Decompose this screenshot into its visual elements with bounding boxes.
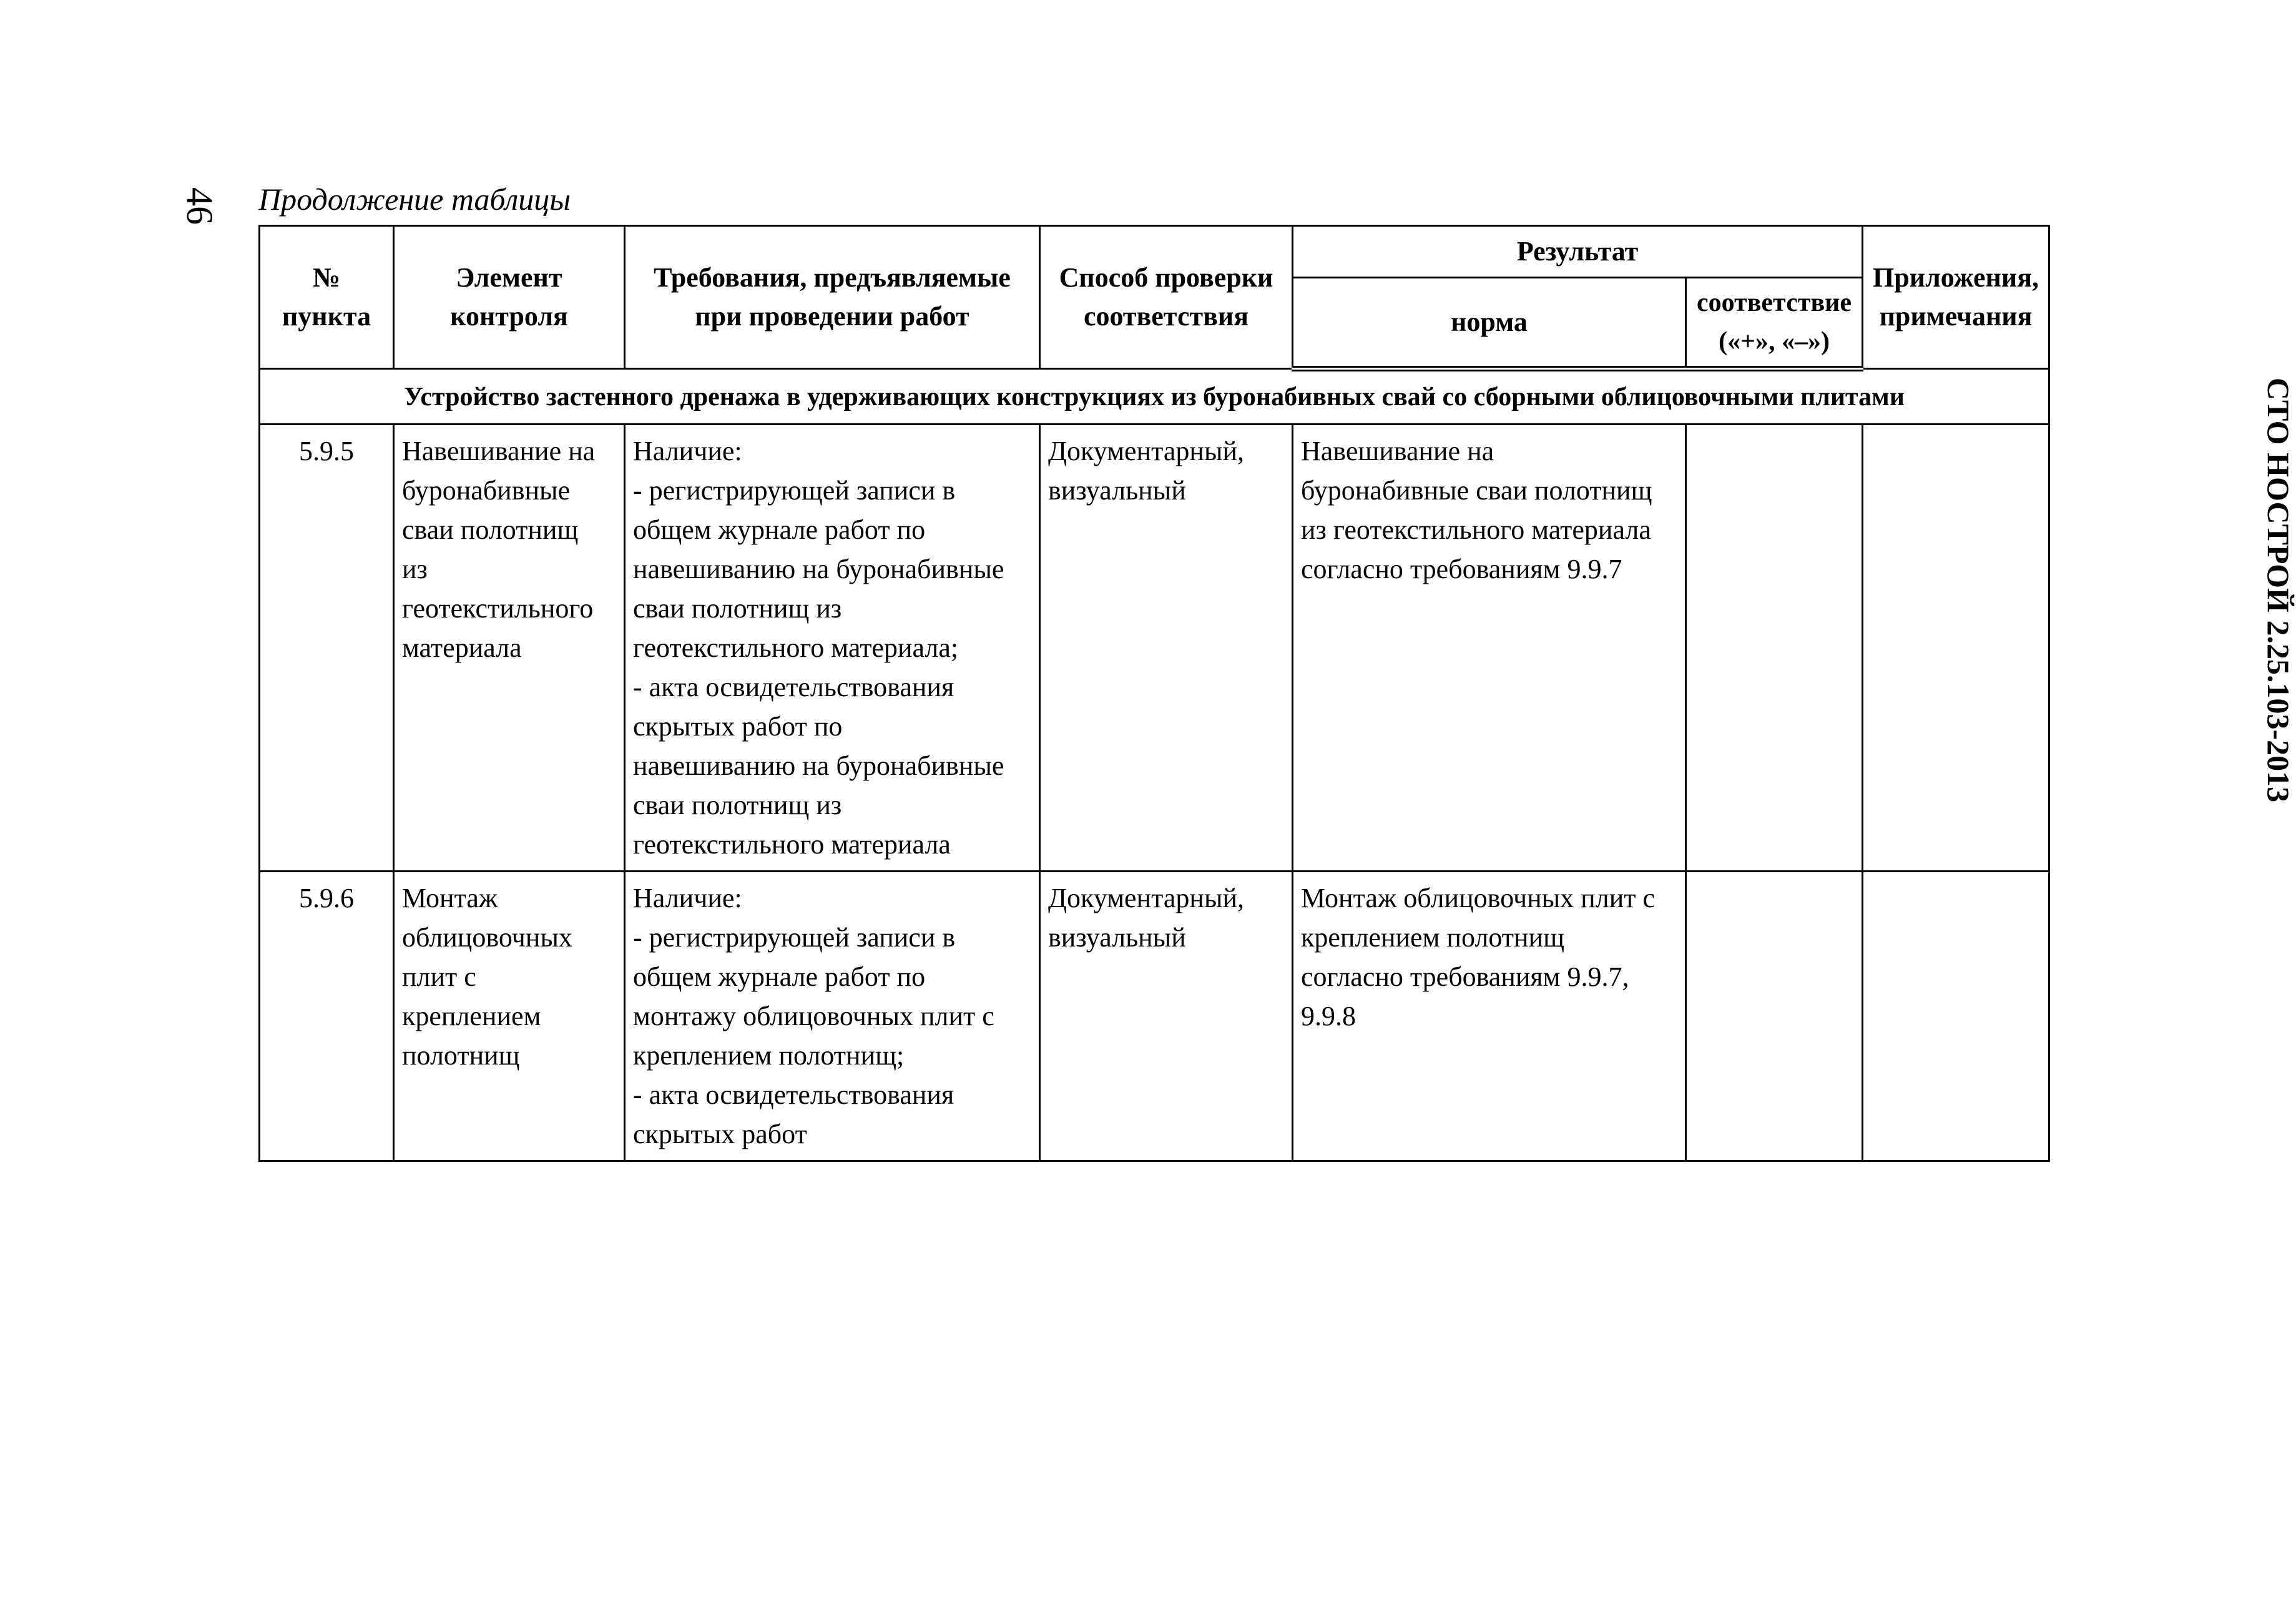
row-notes [1863,425,2049,872]
row-method: Документарный, визуальный [1040,425,1293,872]
row-num: 5.9.5 [260,425,394,872]
row-method: Документарный, визуальный [1040,872,1293,1161]
section-row [260,369,2049,425]
header-compliance: соответствие («+», «–») [1686,278,1863,369]
table-row [260,425,2049,872]
row-compliance [1686,872,1863,1161]
table-row [260,872,2049,1161]
row-requirements: Наличие: - регистрирующей записи в общем журнале работ по навешиванию на буронабивные сваи полотнищ из геотекстильного материала; - акта освидетельствования скрытых работ по навешиванию на буронабивные сваи полотнищ из геотекстильного материала [625,425,1040,872]
header-method: Способ проверки соответствия [1040,226,1293,369]
table-caption: Продолжение таблицы [258,182,571,217]
row-compliance [1686,425,1863,872]
header-result: Результат [1293,226,1863,278]
header-notes: Приложения, примечания [1863,226,2049,369]
header-num: № пункта [260,226,394,369]
header-element: Элемент контроля [394,226,625,369]
header-row-top [260,226,2049,278]
row-notes [1863,872,2049,1161]
row-norm: Навешивание на буронабивные сваи полотнищ из геотекстильного материала согласно требованиям 9.9.7 [1293,425,1686,872]
header-requirements: Требования, предъявляемые при проведении работ [625,226,1040,369]
inspection-table [258,225,2050,1162]
row-element: Монтаж облицовочных плит с креплением полотнищ [394,872,625,1161]
row-requirements: Наличие: - регистрирующей записи в общем журнале работ по монтажу облицовочных плит с креплением полотнищ; - акта освидетельствования скрытых работ [625,872,1040,1161]
page-number: 46 [179,187,220,225]
row-num: 5.9.6 [260,872,394,1161]
header-norm: норма [1293,278,1686,369]
document-code: СТО НОСТРОЙ 2.25.103-2013 [2261,377,2296,803]
section-title: Устройство застенного дренажа в удерживающих конструкциях из буронабивных свай со сборными облицовочными плитами [260,369,2049,425]
row-norm: Монтаж облицовочных плит с креплением полотнищ согласно требованиям 9.9.7, 9.9.8 [1293,872,1686,1161]
row-element: Навешивание на буронабивные сваи полотнищ из геотекстильного материала [394,425,625,872]
